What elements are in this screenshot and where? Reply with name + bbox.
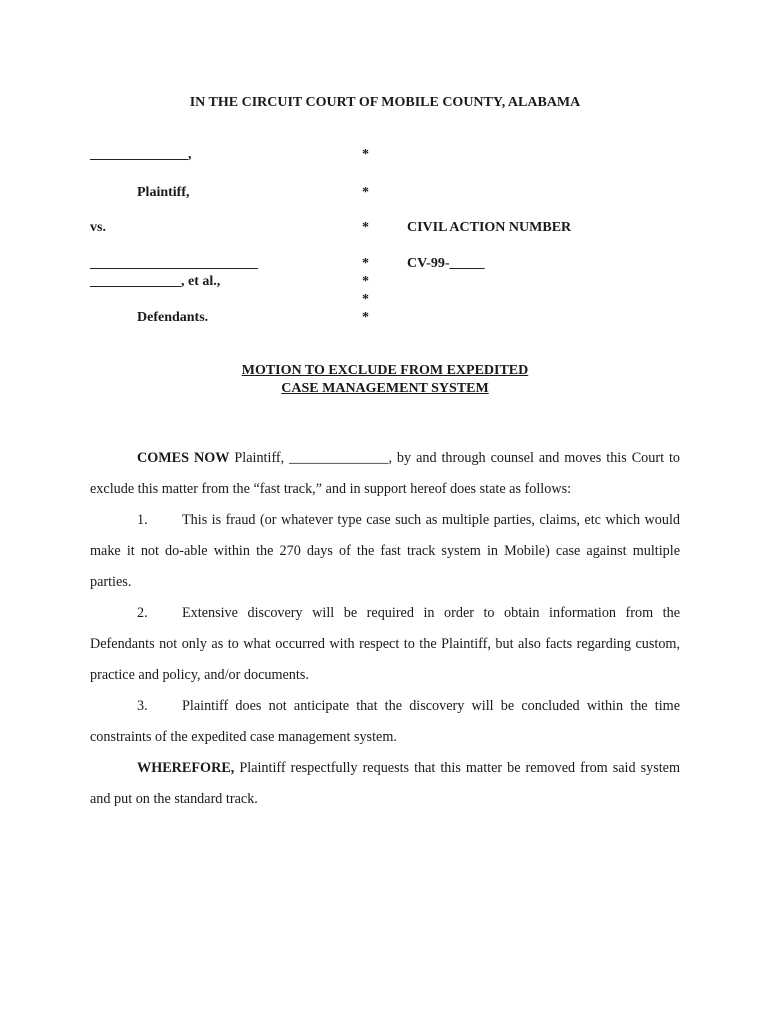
closing-text: Plaintiff respectfully requests that this matter be removed from said system and put on the standard track. bbox=[90, 760, 680, 807]
paragraph-number: 2. bbox=[137, 605, 148, 621]
intro-lead: COMES NOW bbox=[137, 450, 230, 466]
plaintiff-label: Plaintiff, bbox=[137, 185, 190, 200]
paragraph-number: 3. bbox=[137, 698, 148, 714]
closing-paragraph bbox=[90, 753, 680, 815]
motion-title-line-2: CASE MANAGEMENT SYSTEM bbox=[281, 381, 489, 396]
case-number: CV-99-_____ bbox=[407, 256, 485, 271]
caption-separator-star: * bbox=[362, 274, 369, 289]
intro-paragraph bbox=[90, 443, 680, 505]
caption-separator-star: * bbox=[362, 220, 369, 235]
plaintiff-name-blank: ______________, bbox=[90, 147, 192, 162]
court-heading: IN THE CIRCUIT COURT OF MOBILE COUNTY, ALABAMA bbox=[189, 95, 581, 110]
motion-body bbox=[90, 443, 680, 815]
defendant-name-blank-1: ________________________ bbox=[90, 256, 258, 271]
caption-separator-star: * bbox=[362, 310, 369, 325]
motion-title-line-1: MOTION TO EXCLUDE FROM EXPEDITED bbox=[241, 363, 529, 378]
paragraph-text: This is fraud (or whatever type case such as multiple parties, claims, etc which would make it not do-able within the 270 days of the fast track system in Mobile) case against multiple parties. bbox=[90, 512, 680, 590]
paragraph-text: Extensive discovery will be required in order to obtain information from the Defendants not only as to what occurred with respect to the Plaintiff, but also facts regarding custom, practice and policy, and/or documents. bbox=[90, 605, 680, 683]
motion-title bbox=[0, 362, 770, 398]
civil-action-label: CIVIL ACTION NUMBER bbox=[407, 220, 572, 235]
caption-separator-star: * bbox=[362, 185, 369, 200]
paragraph-number: 1. bbox=[137, 512, 148, 528]
intro-text: Plaintiff, ______________, by and through counsel and moves this Court to exclude this matter from the “fast track,” and in support hereof does state as follows: bbox=[90, 450, 681, 497]
defendant-name-blank-2: _____________, et al., bbox=[90, 274, 221, 289]
closing-lead: WHEREFORE, bbox=[137, 760, 235, 776]
caption-separator-star: * bbox=[362, 147, 369, 162]
numbered-paragraph bbox=[90, 598, 680, 691]
numbered-paragraph bbox=[90, 691, 680, 753]
numbered-paragraph bbox=[90, 505, 680, 598]
caption-separator-star: * bbox=[362, 292, 369, 307]
paragraph-text: Plaintiff does not anticipate that the discovery will be concluded within the time constraints of the expedited case management system. bbox=[90, 698, 680, 745]
defendants-label: Defendants. bbox=[137, 310, 209, 325]
vs-label: vs. bbox=[90, 220, 106, 235]
caption-separator-star: * bbox=[362, 256, 369, 271]
